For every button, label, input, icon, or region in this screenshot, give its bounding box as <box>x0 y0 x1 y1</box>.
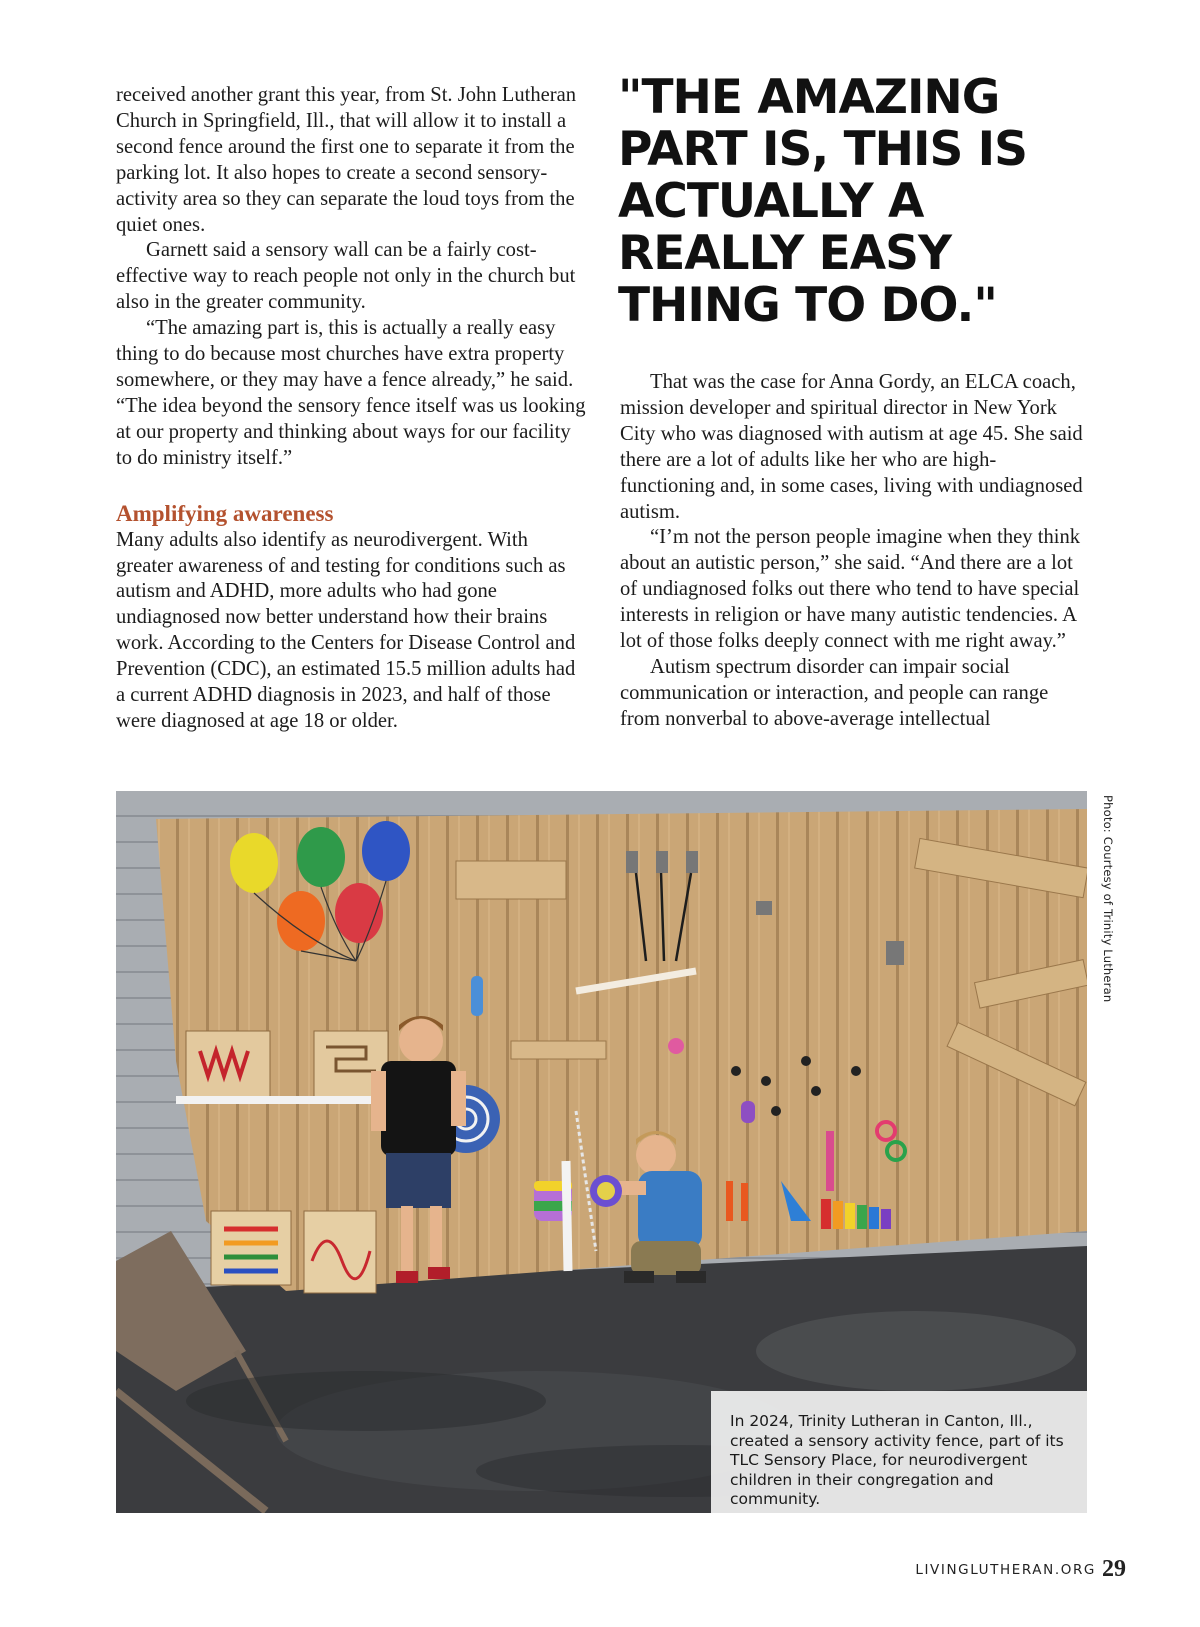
page-footer <box>915 1556 1126 1583</box>
right-paragraph-1: That was the case for Anna Gordy, an ELCA coach, mission developer and spiritual director in New York City who was diagnosed with autism at age 45. She said there are a lot of adults like her who are high-functioning and, in some cases, living with undiagnosed autism. <box>620 371 1083 523</box>
left-paragraph-1: received another grant this year, from St. John Lutheran Church in Springfield, Ill., that will allow it to install a second fence around the first one to separate it from the parking lot. It also hopes to create a second sensory-activity area so they can separate the loud toys from the quiet ones. <box>116 84 577 236</box>
right-paragraph-2: “I’m not the person people imagine when they think about an autistic person,” she said. “And there are a lot of undiagnosed folks out there who tend to have special interests in religion or have many autistic tendencies. A lot of those folks deeply connect with me right away.” <box>620 526 1081 653</box>
sensory-fence-photo <box>116 791 1087 1513</box>
photo-caption: In 2024, Trinity Lutheran in Canton, Ill., created a sensory activity fence, part of its TLC Sensory Place, for neurodivergent children in their congregation and community. <box>711 1391 1087 1513</box>
left-paragraph-4: Many adults also identify as neurodivergent. With greater awareness of and testing for conditions such as autism and ADHD, more adults who had gone undiagnosed now better understand how their brains work. According to the Centers for Disease Control and Prevention (CDC), an estimated 15.5 million adults had a current ADHD diagnosis in 2023, and half of those were diagnosed at age 18 or older. <box>116 528 576 732</box>
left-column <box>116 83 586 735</box>
footer-site: LIVINGLUTHERAN.ORG <box>915 1562 1096 1578</box>
left-paragraph-2: Garnett said a sensory wall can be a fairly cost-effective way to reach people not only in the church but also in the greater community. <box>116 239 576 314</box>
photo-credit: Photo: Courtesy of Trinity Lutheran <box>1101 795 1115 1003</box>
right-column <box>620 370 1090 733</box>
right-paragraph-3: Autism spectrum disorder can impair social communication or interaction, and people can range from nonverbal to above-average intellectual <box>620 655 1049 730</box>
left-paragraph-3: “The amazing part is, this is actually a really easy thing to do because most churches have extra property somewhere, or they may have a fence already,” he said. “The idea beyond the sensory fence itself was us looking at our property and thinking about ways for our facility to do ministry itself.” <box>116 317 586 469</box>
page-number: 29 <box>1102 1556 1126 1582</box>
section-subhead: Amplifying awareness <box>116 500 334 526</box>
pull-quote: "THE AMAZING PART IS, THIS IS ACTUALLY A REALLY EASY THING TO DO." <box>618 70 1027 333</box>
